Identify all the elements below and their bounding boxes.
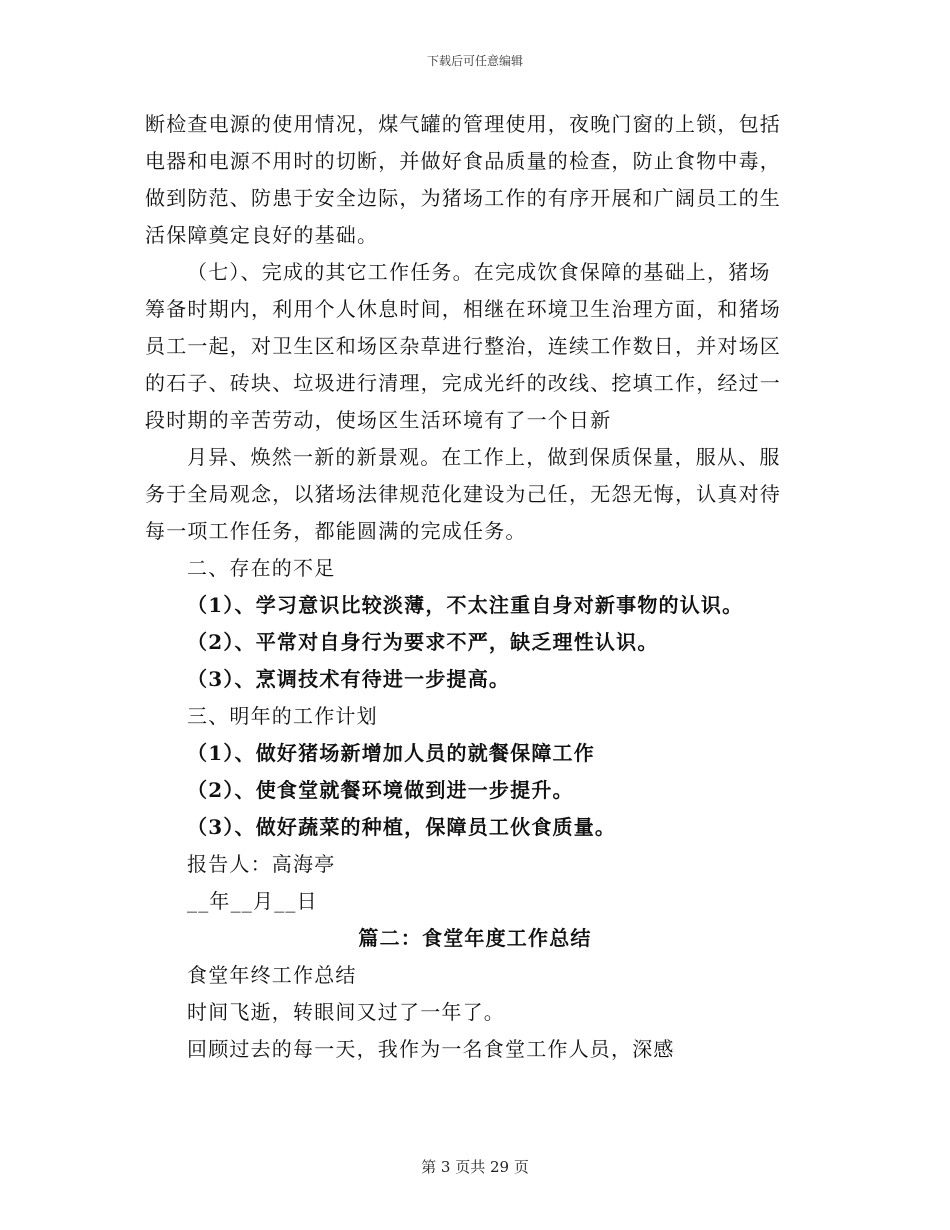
reporter-line: 报告人：高海亭 (187, 852, 336, 876)
date-line: __年__月__日 (187, 889, 318, 913)
body-line: 断检查电源的使用情况，煤气罐的管理使用，夜晚门窗的上锁，包括 (145, 112, 781, 136)
body-line: 每一项工作任务，都能圆满的完成任务。 (145, 519, 527, 543)
section-heading-next-year-plan: 三、明年的工作计划 (187, 704, 378, 728)
body-line: 月异、焕然一新的新景观。在工作上，做到保质保量，服从、服 (187, 445, 781, 469)
body-line: 员工一起，对卫生区和场区杂草进行整治，连续工作数日，并对场区 (145, 334, 781, 358)
body-line: （七）、完成的其它工作任务。在完成饮食保障的基础上，猪场 (187, 260, 771, 284)
page-header-note: 下载后可任意编辑 (426, 54, 523, 68)
list-item: （2）、使食堂就餐环境做到进一步提升。 (187, 778, 574, 802)
section-heading-shortcomings: 二、存在的不足 (187, 556, 336, 580)
body-line: 段时期的辛苦劳动，使场区生活环境有了一个日新 (145, 408, 612, 432)
list-item: （1）、做好猪场新增加人员的就餐保障工作 (187, 741, 595, 765)
body-line: 电器和电源不用时的切断，并做好食品质量的检查，防止食物中毒， (145, 149, 781, 173)
list-item: （1）、学习意识比较淡薄，不太注重自身对新事物的认识。 (187, 593, 744, 617)
list-item: （3）、烹调技术有待进一步提高。 (187, 667, 511, 691)
body-line: 的石子、砖块、垃圾进行清理，完成光纤的改线、挖填工作，经过一 (145, 371, 781, 395)
chapter-heading: 篇二：食堂年度工作总结 (358, 926, 592, 950)
list-item: （3）、做好蔬菜的种植，保障员工伙食质量。 (187, 815, 617, 839)
body-line: 活保障奠定良好的基础。 (145, 223, 379, 247)
body-line: 筹备时期内，利用个人休息时间，相继在环境卫生治理方面，和猪场 (145, 297, 781, 321)
document-body (145, 106, 805, 1068)
list-item: （2）、平常对自身行为要求不严，缺乏理性认识。 (187, 630, 659, 654)
body-line: 务于全局观念，以猪场法律规范化建设为己任，无怨无悔，认真对待 (145, 482, 781, 506)
body-line: 回顾过去的每一天，我作为一名食堂工作人员，深感 (187, 1037, 675, 1061)
body-line: 做到防范、防患于安全边际，为猪场工作的有序开展和广阔员工的生 (145, 186, 781, 210)
page-number: 第 3 页共 29 页 (421, 1158, 529, 1176)
body-line: 时间飞逝，转眼间又过了一年了。 (187, 1000, 505, 1024)
body-line: 食堂年终工作总结 (187, 963, 357, 987)
